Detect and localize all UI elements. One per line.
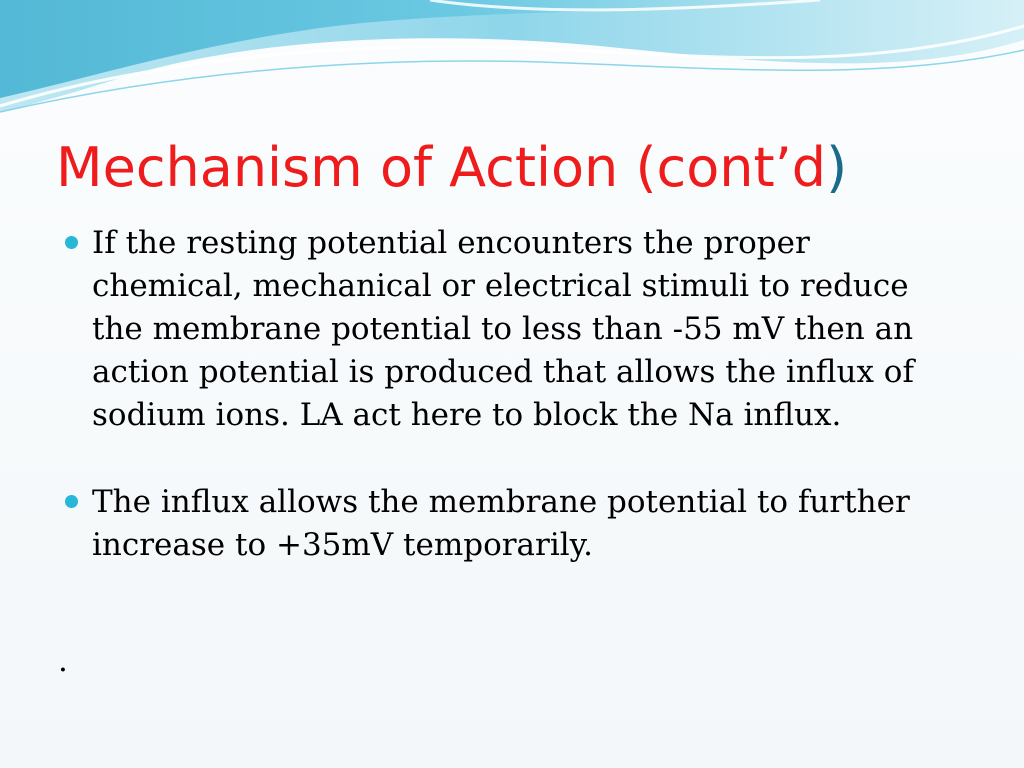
bullet-text: The influx allows the membrane potential to further increase to +35mV temporarily. [92,484,910,563]
bullet-item [56,222,916,437]
bullet-dot-icon [65,495,78,508]
bullet-text: If the resting potential encounters the proper chemical, mechanical or electrical stimuli to reduce the membrane potential to less than -55 mV then an action potential is produced that allows the influx of sodium ions. LA act here to block the Na influx. [92,225,914,433]
header-wave-decoration [0,0,1024,130]
slide-title-closing-paren: ) [826,136,848,199]
bullet-list [56,222,916,567]
slide-title-text: Mechanism of Action (cont’d [56,136,827,199]
bullet-dot-icon [65,236,78,249]
slide-title [56,128,847,208]
trailing-period: . [58,643,68,679]
bullet-item [56,481,916,567]
